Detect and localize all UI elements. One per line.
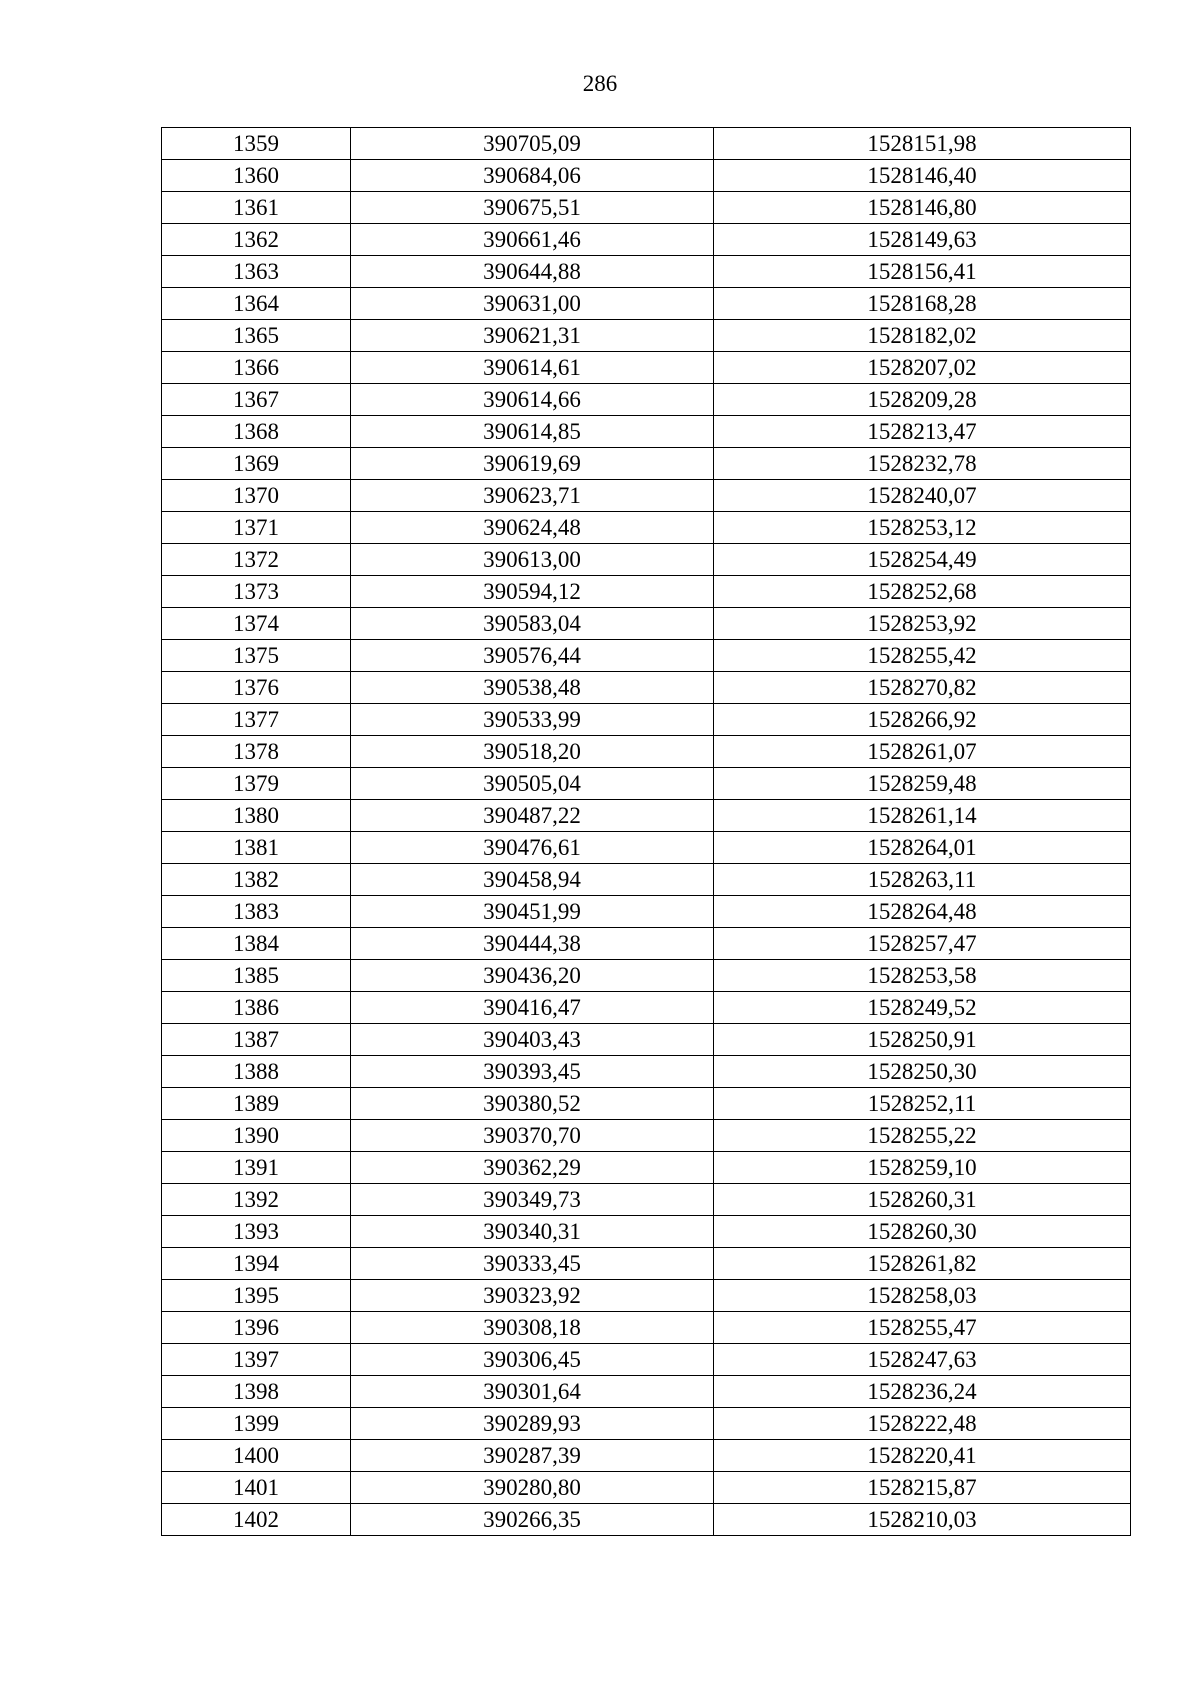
table-row (162, 800, 1131, 832)
y-coordinate-cell: 1528222,48 (714, 1408, 1131, 1440)
table-row (162, 960, 1131, 992)
table-row (162, 352, 1131, 384)
y-coordinate-cell: 1528260,30 (714, 1216, 1131, 1248)
point-number-cell: 1383 (162, 896, 351, 928)
table-row (162, 384, 1131, 416)
table-row (162, 736, 1131, 768)
table-row (162, 832, 1131, 864)
y-coordinate-cell: 1528264,48 (714, 896, 1131, 928)
y-coordinate-cell: 1528149,63 (714, 224, 1131, 256)
x-coordinate-cell: 390458,94 (351, 864, 714, 896)
y-coordinate-cell: 1528156,41 (714, 256, 1131, 288)
y-coordinate-cell: 1528260,31 (714, 1184, 1131, 1216)
point-number-cell: 1399 (162, 1408, 351, 1440)
y-coordinate-cell: 1528232,78 (714, 448, 1131, 480)
point-number-cell: 1374 (162, 608, 351, 640)
x-coordinate-cell: 390705,09 (351, 128, 714, 160)
x-coordinate-cell: 390613,00 (351, 544, 714, 576)
x-coordinate-cell: 390661,46 (351, 224, 714, 256)
x-coordinate-cell: 390287,39 (351, 1440, 714, 1472)
y-coordinate-cell: 1528259,10 (714, 1152, 1131, 1184)
y-coordinate-cell: 1528254,49 (714, 544, 1131, 576)
table-row (162, 1376, 1131, 1408)
table-row (162, 1088, 1131, 1120)
table-row (162, 512, 1131, 544)
x-coordinate-cell: 390436,20 (351, 960, 714, 992)
table-row (162, 288, 1131, 320)
y-coordinate-cell: 1528258,03 (714, 1280, 1131, 1312)
table-row (162, 192, 1131, 224)
point-number-cell: 1363 (162, 256, 351, 288)
table-row (162, 1472, 1131, 1504)
x-coordinate-cell: 390280,80 (351, 1472, 714, 1504)
table-row (162, 1024, 1131, 1056)
y-coordinate-cell: 1528236,24 (714, 1376, 1131, 1408)
x-coordinate-cell: 390533,99 (351, 704, 714, 736)
page-number: 286 (582, 71, 618, 96)
x-coordinate-cell: 390505,04 (351, 768, 714, 800)
point-number-cell: 1364 (162, 288, 351, 320)
x-coordinate-cell: 390621,31 (351, 320, 714, 352)
x-coordinate-cell: 390624,48 (351, 512, 714, 544)
point-number-cell: 1389 (162, 1088, 351, 1120)
point-number-cell: 1380 (162, 800, 351, 832)
table-row (162, 704, 1131, 736)
y-coordinate-cell: 1528257,47 (714, 928, 1131, 960)
point-number-cell: 1373 (162, 576, 351, 608)
table-row (162, 1312, 1131, 1344)
y-coordinate-cell: 1528253,92 (714, 608, 1131, 640)
point-number-cell: 1396 (162, 1312, 351, 1344)
y-coordinate-cell: 1528255,47 (714, 1312, 1131, 1344)
point-number-cell: 1359 (162, 128, 351, 160)
point-number-cell: 1385 (162, 960, 351, 992)
y-coordinate-cell: 1528250,91 (714, 1024, 1131, 1056)
y-coordinate-cell: 1528255,42 (714, 640, 1131, 672)
x-coordinate-cell: 390393,45 (351, 1056, 714, 1088)
table-row (162, 576, 1131, 608)
table-row (162, 1344, 1131, 1376)
y-coordinate-cell: 1528261,82 (714, 1248, 1131, 1280)
x-coordinate-cell: 390416,47 (351, 992, 714, 1024)
point-number-cell: 1388 (162, 1056, 351, 1088)
table-row (162, 544, 1131, 576)
point-number-cell: 1400 (162, 1440, 351, 1472)
y-coordinate-cell: 1528263,11 (714, 864, 1131, 896)
y-coordinate-cell: 1528168,28 (714, 288, 1131, 320)
x-coordinate-cell: 390614,61 (351, 352, 714, 384)
point-number-cell: 1392 (162, 1184, 351, 1216)
x-coordinate-cell: 390594,12 (351, 576, 714, 608)
y-coordinate-cell: 1528270,82 (714, 672, 1131, 704)
table-row (162, 768, 1131, 800)
point-number-cell: 1376 (162, 672, 351, 704)
table-row (162, 416, 1131, 448)
x-coordinate-cell: 390476,61 (351, 832, 714, 864)
y-coordinate-cell: 1528249,52 (714, 992, 1131, 1024)
table-row (162, 1184, 1131, 1216)
table-row (162, 480, 1131, 512)
y-coordinate-cell: 1528151,98 (714, 128, 1131, 160)
y-coordinate-cell: 1528210,03 (714, 1504, 1131, 1536)
x-coordinate-cell: 390614,66 (351, 384, 714, 416)
table-row (162, 1216, 1131, 1248)
y-coordinate-cell: 1528240,07 (714, 480, 1131, 512)
point-number-cell: 1378 (162, 736, 351, 768)
point-number-cell: 1379 (162, 768, 351, 800)
point-number-cell: 1377 (162, 704, 351, 736)
y-coordinate-cell: 1528220,41 (714, 1440, 1131, 1472)
x-coordinate-cell: 390301,64 (351, 1376, 714, 1408)
point-number-cell: 1366 (162, 352, 351, 384)
point-number-cell: 1397 (162, 1344, 351, 1376)
table-row (162, 224, 1131, 256)
table-row (162, 160, 1131, 192)
x-coordinate-cell: 390403,43 (351, 1024, 714, 1056)
table-row (162, 128, 1131, 160)
table-row (162, 992, 1131, 1024)
point-number-cell: 1372 (162, 544, 351, 576)
x-coordinate-cell: 390487,22 (351, 800, 714, 832)
point-number-cell: 1360 (162, 160, 351, 192)
x-coordinate-cell: 390370,70 (351, 1120, 714, 1152)
x-coordinate-cell: 390349,73 (351, 1184, 714, 1216)
y-coordinate-cell: 1528259,48 (714, 768, 1131, 800)
x-coordinate-cell: 390323,92 (351, 1280, 714, 1312)
point-number-cell: 1367 (162, 384, 351, 416)
y-coordinate-cell: 1528261,14 (714, 800, 1131, 832)
table-row (162, 1248, 1131, 1280)
point-number-cell: 1391 (162, 1152, 351, 1184)
coordinates-table-body (162, 128, 1131, 1536)
point-number-cell: 1401 (162, 1472, 351, 1504)
y-coordinate-cell: 1528215,87 (714, 1472, 1131, 1504)
table-row (162, 1440, 1131, 1472)
y-coordinate-cell: 1528182,02 (714, 320, 1131, 352)
x-coordinate-cell: 390675,51 (351, 192, 714, 224)
x-coordinate-cell: 390623,71 (351, 480, 714, 512)
table-row (162, 672, 1131, 704)
table-row (162, 864, 1131, 896)
x-coordinate-cell: 390333,45 (351, 1248, 714, 1280)
y-coordinate-cell: 1528252,11 (714, 1088, 1131, 1120)
y-coordinate-cell: 1528213,47 (714, 416, 1131, 448)
x-coordinate-cell: 390576,44 (351, 640, 714, 672)
x-coordinate-cell: 390538,48 (351, 672, 714, 704)
x-coordinate-cell: 390308,18 (351, 1312, 714, 1344)
y-coordinate-cell: 1528146,40 (714, 160, 1131, 192)
x-coordinate-cell: 390306,45 (351, 1344, 714, 1376)
point-number-cell: 1361 (162, 192, 351, 224)
point-number-cell: 1387 (162, 1024, 351, 1056)
coordinates-table (161, 127, 1131, 1536)
point-number-cell: 1395 (162, 1280, 351, 1312)
point-number-cell: 1386 (162, 992, 351, 1024)
y-coordinate-cell: 1528261,07 (714, 736, 1131, 768)
y-coordinate-cell: 1528146,80 (714, 192, 1131, 224)
table-row (162, 448, 1131, 480)
point-number-cell: 1393 (162, 1216, 351, 1248)
y-coordinate-cell: 1528253,12 (714, 512, 1131, 544)
x-coordinate-cell: 390619,69 (351, 448, 714, 480)
table-row (162, 928, 1131, 960)
x-coordinate-cell: 390518,20 (351, 736, 714, 768)
table-row (162, 1056, 1131, 1088)
x-coordinate-cell: 390444,38 (351, 928, 714, 960)
x-coordinate-cell: 390289,93 (351, 1408, 714, 1440)
table-row (162, 1120, 1131, 1152)
point-number-cell: 1398 (162, 1376, 351, 1408)
table-row (162, 1504, 1131, 1536)
table-row (162, 320, 1131, 352)
x-coordinate-cell: 390583,04 (351, 608, 714, 640)
point-number-cell: 1365 (162, 320, 351, 352)
table-row (162, 896, 1131, 928)
point-number-cell: 1382 (162, 864, 351, 896)
point-number-cell: 1371 (162, 512, 351, 544)
point-number-cell: 1402 (162, 1504, 351, 1536)
point-number-cell: 1384 (162, 928, 351, 960)
y-coordinate-cell: 1528266,92 (714, 704, 1131, 736)
y-coordinate-cell: 1528255,22 (714, 1120, 1131, 1152)
y-coordinate-cell: 1528207,02 (714, 352, 1131, 384)
x-coordinate-cell: 390380,52 (351, 1088, 714, 1120)
x-coordinate-cell: 390266,35 (351, 1504, 714, 1536)
table-row (162, 640, 1131, 672)
y-coordinate-cell: 1528264,01 (714, 832, 1131, 864)
point-number-cell: 1370 (162, 480, 351, 512)
table-row (162, 1408, 1131, 1440)
x-coordinate-cell: 390362,29 (351, 1152, 714, 1184)
table-row (162, 1280, 1131, 1312)
point-number-cell: 1362 (162, 224, 351, 256)
point-number-cell: 1368 (162, 416, 351, 448)
table-row (162, 1152, 1131, 1184)
y-coordinate-cell: 1528247,63 (714, 1344, 1131, 1376)
x-coordinate-cell: 390631,00 (351, 288, 714, 320)
x-coordinate-cell: 390614,85 (351, 416, 714, 448)
x-coordinate-cell: 390340,31 (351, 1216, 714, 1248)
y-coordinate-cell: 1528250,30 (714, 1056, 1131, 1088)
table-row (162, 256, 1131, 288)
y-coordinate-cell: 1528253,58 (714, 960, 1131, 992)
x-coordinate-cell: 390684,06 (351, 160, 714, 192)
y-coordinate-cell: 1528252,68 (714, 576, 1131, 608)
x-coordinate-cell: 390644,88 (351, 256, 714, 288)
y-coordinate-cell: 1528209,28 (714, 384, 1131, 416)
point-number-cell: 1375 (162, 640, 351, 672)
point-number-cell: 1394 (162, 1248, 351, 1280)
x-coordinate-cell: 390451,99 (351, 896, 714, 928)
table-row (162, 608, 1131, 640)
point-number-cell: 1381 (162, 832, 351, 864)
point-number-cell: 1390 (162, 1120, 351, 1152)
point-number-cell: 1369 (162, 448, 351, 480)
